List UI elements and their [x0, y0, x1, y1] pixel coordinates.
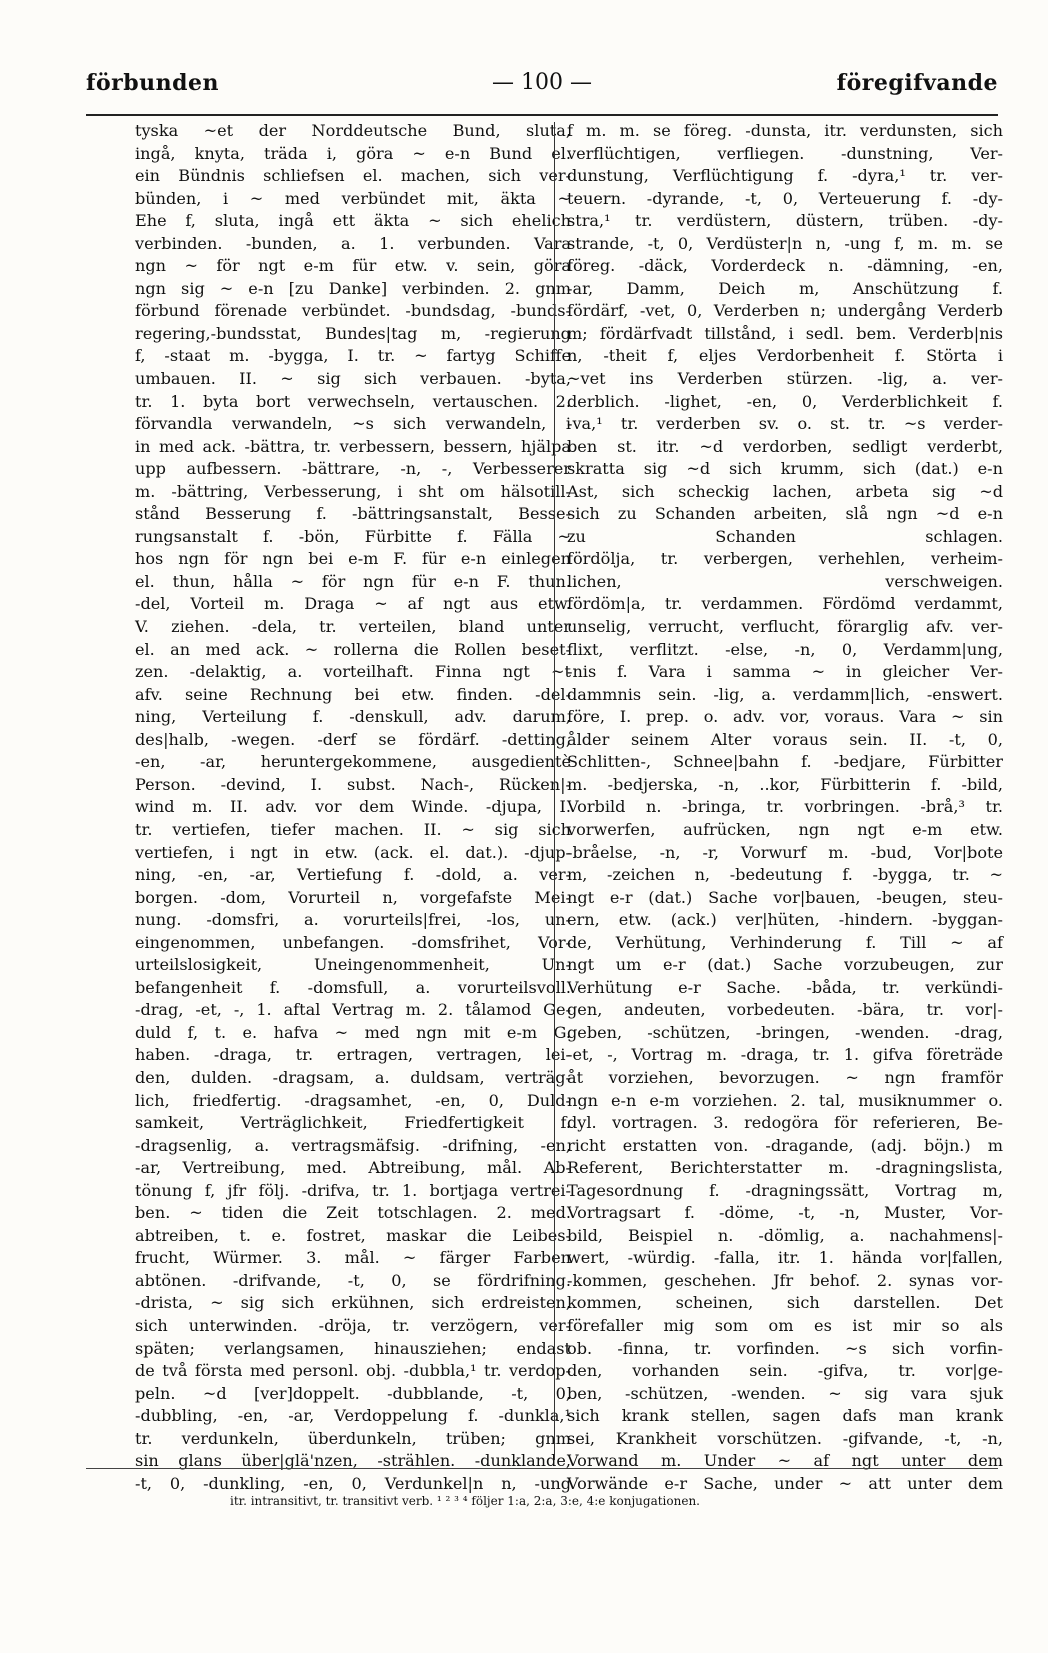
page-header	[86, 70, 998, 110]
text-line: teuern. -dyrande, -t, 0, Verteuerung f. -dy-	[567, 188, 1003, 208]
text-line: -et, -, Vortrag m. -draga, tr. 1. gifva företräde	[567, 1045, 1003, 1065]
text-line: befangenheit f. -domsfull, a. vorurteilsvoll.	[135, 977, 571, 997]
column-divider	[554, 122, 555, 1460]
text-line: Vorwand m. Under ~ af ngt unter dem	[567, 1451, 1003, 1471]
text-line: nung. -domsfri, a. vorurteils|frei, -los, un-	[135, 910, 571, 930]
footer-rule	[86, 1468, 998, 1469]
text-line: åt vorziehen, bevorzugen. ~ ngn framför	[567, 1067, 1003, 1087]
text-line: Vorwände e-r Sache, under ~ att unter dem	[567, 1473, 1003, 1493]
text-line: ingå, knyta, träda i, göra ~ e-n Bund el.	[135, 143, 571, 163]
text-line: haben. -draga, tr. ertragen, vertragen, lei-	[135, 1045, 571, 1065]
text-line: dunstung, Verflüchtigung f. -dyra,¹ tr. ver-	[567, 166, 1003, 186]
text-line: hos ngn för ngn bei e-m F. für e-n einlegen	[135, 549, 571, 569]
text-line: duld f, t. e. hafva ~ med ngn mit e-m G.	[135, 1022, 571, 1042]
text-line: umbauen. II. ~ sig sich verbauen. -byta,	[135, 369, 571, 389]
text-line: -en, -ar, heruntergekommene, ausgedientè	[135, 752, 571, 772]
text-line: ben. ~ tiden die Zeit totschlagen. 2. med.	[135, 1203, 571, 1223]
text-line: Vorbild n. -bringa, tr. vorbringen. -brå,³ tr.	[567, 797, 1003, 817]
text-line: zen. -delaktig, a. vorteilhaft. Finna ngt ~t	[135, 662, 571, 682]
text-line: -t, 0, -dunkling, -en, 0, Verdunkel|n n, -ung	[135, 1473, 571, 1493]
text-line: ning, Verteilung f. -denskull, adv. darum,	[135, 707, 571, 727]
text-line: flixt, verflitzt. -else, -n, 0, Verdamm|ung,	[567, 639, 1003, 659]
right-guide-word: föregifvande	[836, 70, 998, 96]
text-line: m. -bättring, Verbesserung, i sht om hälsotill-	[135, 481, 571, 501]
text-line: f m. m. se föreg. -dunsta, itr. verdunsten, sich	[567, 121, 1003, 140]
text-line: ben st. itr. ~d verdorben, sedligt verderbt,	[567, 436, 1003, 456]
text-line: Verhütung e-r Sache. -båda, tr. verkündi-	[567, 977, 1003, 997]
text-line: förvandla verwandeln, ~s sich verwandeln, i	[135, 414, 571, 434]
text-line: -ar, Damm, Deich m, Anschützung f.	[567, 278, 1003, 298]
text-line: Person. -devind, I. subst. Nach-, Rücken|-	[135, 774, 571, 794]
text-line: Tagesordnung f. -dragningssätt, Vortrag m,	[567, 1180, 1003, 1200]
text-line: -kommen, geschehen. Jfr behof. 2. synas vor-	[567, 1270, 1003, 1290]
text-line: gen, andeuten, vorbedeuten. -bära, tr. vor|-	[567, 1000, 1003, 1020]
text-line: derblich. -lighet, -en, 0, Verderblichkeit f.	[567, 391, 1003, 411]
text-line: unselig, verrucht, verflucht, förarglig afv. ver-	[567, 617, 1003, 637]
text-line: fördölja, tr. verbergen, verhehlen, verheim-	[567, 549, 1003, 569]
text-line: lich, friedfertig. -dragsamhet, -en, 0, Duld-	[135, 1090, 571, 1110]
text-line: -drag, -et, -, 1. aftal Vertrag m. 2. tålamod Ge-	[135, 1000, 571, 1020]
text-line: n, -theit f, eljes Verdorbenheit f. Störta i	[567, 346, 1003, 366]
text-line: ein Bündnis schliefsen el. machen, sich ver-	[135, 166, 571, 186]
text-line: stra,¹ tr. verdüstern, düstern, trüben. -dy-	[567, 211, 1003, 231]
text-line: ngn sig ~ e-n [zu Danke] verbinden. 2. gnm	[135, 278, 571, 298]
text-line: rungsanstalt f. -bön, Fürbitte f. Fälla ~	[135, 526, 571, 546]
text-line: upp aufbessern. -bättrare, -n, -, Verbesserer	[135, 459, 571, 479]
text-line: Ehe f, sluta, ingå ett äkta ~ sich ehelich	[135, 211, 571, 231]
text-line: m. -bedjerska, -n, ..kor, Fürbitterin f. -bild,	[567, 774, 1003, 794]
text-line: ålder seinem Alter voraus sein. II. -t, 0,	[567, 729, 1003, 749]
text-line: des|halb, -wegen. -derf se fördärf. -detting,	[135, 729, 571, 749]
text-line: tönung f, jfr följ. -drifva, tr. 1. bortjaga vertrei-	[135, 1180, 571, 1200]
text-line: de två första med personl. obj. -dubbla,¹ tr. verdop-	[135, 1361, 571, 1381]
text-line: tr. verdunkeln, überdunkeln, trüben; gnm	[135, 1428, 571, 1448]
text-line: el. an med ack. ~ rollerna die Rollen beset-	[135, 639, 571, 659]
right-column	[567, 120, 1003, 1493]
page-number: — 100 —	[492, 70, 592, 95]
text-line: verflüchtigen, verfliegen. -dunstning, Ver-	[567, 143, 1003, 163]
text-line: afv. seine Rechnung bei etw. finden. -del-	[135, 684, 571, 704]
text-line: samkeit, Verträglichkeit, Friedfertigkeit f.	[135, 1113, 571, 1133]
text-line: -drista, ~ sig sich erkühnen, sich erdreisten,	[135, 1293, 571, 1313]
footnote: itr. intransitivt, tr. transitivt verb. ¹ ² ³ ⁴ följer 1:a, 2:a, 3:e, 4:e konjugationen.	[230, 1494, 700, 1508]
text-line: ngt e-r (dat.) Sache vor|bauen, -beugen, steu-	[567, 887, 1003, 907]
text-line: V. ziehen. -dela, tr. verteilen, bland unter	[135, 617, 571, 637]
text-line: geben, -schützen, -bringen, -wenden. -drag,	[567, 1022, 1003, 1042]
text-line: sich krank stellen, sagen dafs man krank	[567, 1406, 1003, 1426]
text-line: richt erstatten von. -dragande, (adj. böjn.) m	[567, 1135, 1003, 1155]
text-line: m, -zeichen n, -bedeutung f. -bygga, tr. ~	[567, 865, 1003, 885]
text-line: dammnis sein. -lig, a. verdamm|lich, -enswert.	[567, 684, 1003, 704]
text-line: -dubbling, -en, -ar, Verdoppelung f. -dunkla,¹	[135, 1406, 571, 1426]
text-line: sich zu Schanden arbeiten, slå ngn ~d e-n	[567, 504, 1003, 524]
text-line: de, Verhütung, Verhinderung f. Till ~ af	[567, 932, 1003, 952]
text-line: den, vorhanden sein. -gifva, tr. vor|ge-	[567, 1361, 1003, 1381]
text-line: sei, Krankheit vorschützen. -gifvande, -t, -n,	[567, 1428, 1003, 1448]
text-line: Ast, sich scheckig lachen, arbeta sig ~d	[567, 481, 1003, 501]
text-line: wind m. II. adv. vor dem Winde. -djupa, I.	[135, 797, 571, 817]
text-line: borgen. -dom, Vorurteil n, vorgefafste Mei-	[135, 887, 571, 907]
text-line: -bråelse, -n, -r, Vorwurf m. -bud, Vor|bote	[567, 842, 1003, 862]
text-line: peln. ~d [ver]doppelt. -dubblande, -t, 0,	[135, 1383, 571, 1403]
text-line: fördärf, -vet, 0, Verderben n; undergång Verderb	[567, 301, 1003, 321]
text-line: el. thun, hålla ~ för ngn für e-n F. thun.	[135, 571, 571, 591]
text-line: f, -staat m. -bygga, I. tr. ~ fartyg Schiffe	[135, 346, 571, 366]
text-line: vertiefen, i ngt in etw. (ack. el. dat.). -djup-	[135, 842, 571, 862]
header-rule	[86, 114, 998, 116]
text-line: ben, -schützen, -wenden. ~ sig vara sjuk	[567, 1383, 1003, 1403]
text-line: -ar, Vertreibung, med. Abtreibung, mål. Ab-	[135, 1158, 571, 1178]
text-line: förbund förenade verbündet. -bundsdag, -bunds-	[135, 301, 571, 321]
text-line: tr. 1. byta bort verwechseln, vertauschen. 2.	[135, 391, 571, 411]
text-line: regering,-bundsstat, Bundes|tag m, -regierung	[135, 323, 571, 343]
text-line: strande, -t, 0, Verdüster|n n, -ung f, m. m. se	[567, 233, 1003, 253]
text-line: Referent, Berichterstatter m. -dragningslista,	[567, 1158, 1003, 1178]
left-column	[135, 120, 571, 1493]
text-line: ob. -finna, tr. vorfinden. ~s sich vorfin-	[567, 1338, 1003, 1358]
text-line: verbinden. -bunden, a. 1. verbunden. Vara	[135, 233, 571, 253]
text-line: lichen, verschweigen.	[567, 571, 1003, 591]
text-line: urteilslosigkeit, Uneingenommenheit, Un-	[135, 955, 571, 975]
text-line: tyska ~et der Norddeutsche Bund, sluta,	[135, 121, 571, 140]
text-line: ning, -en, -ar, Vertiefung f. -dold, a. ver-	[135, 865, 571, 885]
text-line: ~vet ins Verderben stürzen. -lig, a. ver-	[567, 369, 1003, 389]
text-line: Schlitten-, Schnee|bahn f. -bedjare, Fürbitter	[567, 752, 1003, 772]
text-line: fördöm|a, tr. verdammen. Fördömd verdammt,	[567, 594, 1003, 614]
text-line: -nis f. Vara i samma ~ in gleicher Ver-	[567, 662, 1003, 682]
text-line: ngt um e-r (dat.) Sache vorzubeugen, zur	[567, 955, 1003, 975]
text-line: abtreiben, t. e. fostret, maskar die Leibes-	[135, 1225, 571, 1245]
text-line: förefaller mig som om es ist mir so als	[567, 1315, 1003, 1335]
text-line: bünden, i ~ med verbündet mit, äkta ~	[135, 188, 571, 208]
text-line: kommen, scheinen, sich darstellen. Det	[567, 1293, 1003, 1313]
text-line: vorwerfen, aufrücken, ngn ngt e-m etw.	[567, 819, 1003, 839]
text-line: frucht, Würmer. 3. mål. ~ färger Farben	[135, 1248, 571, 1268]
text-line: späten; verlangsamen, hinausziehen; endast	[135, 1338, 571, 1358]
text-line: föreg. -däck, Vorderdeck n. -dämning, -en,	[567, 256, 1003, 276]
text-line: -dragsenlig, a. vertragsmäfsig. -drifning, -en,	[135, 1135, 571, 1155]
text-line: in med ack. -bättra, tr. verbessern, bessern, hjälpa	[135, 436, 571, 456]
left-guide-word: förbunden	[86, 70, 219, 96]
text-line: ern, etw. (ack.) ver|hüten, -hindern. -byggan-	[567, 910, 1003, 930]
text-line: bild, Beispiel n. -dömlig, a. nachahmens|-	[567, 1225, 1003, 1245]
text-line: m; fördärfvadt tillstånd, i sedl. bem. Verderb|nis	[567, 323, 1003, 343]
text-line: -va,¹ tr. verderben sv. o. st. tr. ~s verder-	[567, 414, 1003, 434]
text-line: skratta sig ~d sich krumm, sich (dat.) e-n	[567, 459, 1003, 479]
text-line: dyl. vortragen. 3. redogöra för referieren, Be-	[567, 1113, 1003, 1133]
text-line: ngn ~ för ngt e-m für etw. v. sein, göra	[135, 256, 571, 276]
text-line: ngn e-n e-m vorziehen. 2. tal, musiknummer o.	[567, 1090, 1003, 1110]
text-line: stånd Besserung f. -bättringsanstalt, Besse-	[135, 504, 571, 524]
text-line: abtönen. -drifvande, -t, 0, se fördrifning.	[135, 1270, 571, 1290]
text-line: -del, Vorteil m. Draga ~ af ngt aus etw.	[135, 594, 571, 614]
text-line: den, dulden. -dragsam, a. duldsam, verträg-	[135, 1067, 571, 1087]
text-line: före, I. prep. o. adv. vor, voraus. Vara ~ sin	[567, 707, 1003, 727]
text-line: sich unterwinden. -dröja, tr. verzögern, ver-	[135, 1315, 571, 1335]
text-line: eingenommen, unbefangen. -domsfrihet, Vor-	[135, 932, 571, 952]
text-line: wert, -würdig. -falla, itr. 1. hända vor|fallen,	[567, 1248, 1003, 1268]
text-line: tr. vertiefen, tiefer machen. II. ~ sig sich	[135, 819, 571, 839]
text-line: sin glans über|glä'nzen, -strählen. -dunklande,	[135, 1451, 571, 1471]
text-line: Vortragsart f. -döme, -t, -n, Muster, Vor-	[567, 1203, 1003, 1223]
text-line: zu Schanden schlagen.	[567, 526, 1003, 546]
